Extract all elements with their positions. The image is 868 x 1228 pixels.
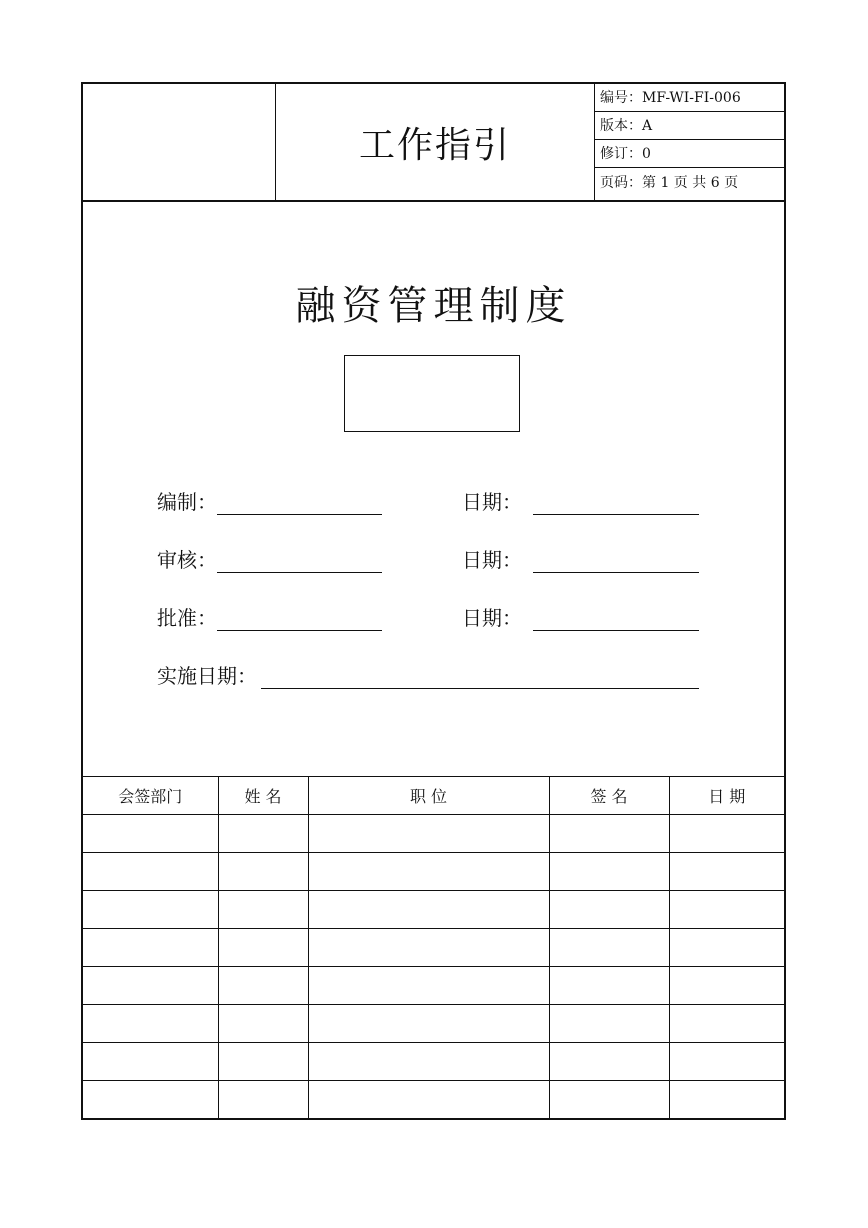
header-department: 会签部门 xyxy=(83,777,218,815)
date-cell[interactable] xyxy=(669,1005,784,1043)
department-cell[interactable] xyxy=(83,929,218,967)
position-cell[interactable] xyxy=(308,967,549,1005)
document-header xyxy=(83,84,784,202)
signature-cell[interactable] xyxy=(549,891,669,929)
table-row xyxy=(83,853,784,891)
date-cell[interactable] xyxy=(669,929,784,967)
doc-revision: 修订：0 xyxy=(595,140,784,168)
signature-cell[interactable] xyxy=(549,815,669,853)
table-row xyxy=(83,1081,784,1119)
table-header-row xyxy=(83,777,784,815)
prepared-date-line[interactable] xyxy=(533,514,699,515)
date-cell[interactable] xyxy=(669,815,784,853)
document-title: 融资管理制度 xyxy=(295,283,572,329)
header-date: 日 期 xyxy=(669,777,784,815)
name-cell[interactable] xyxy=(218,1081,308,1119)
header-position: 职 位 xyxy=(308,777,549,815)
doc-type-cell xyxy=(276,84,595,200)
department-cell[interactable] xyxy=(83,967,218,1005)
name-cell[interactable] xyxy=(218,1005,308,1043)
table-row xyxy=(83,1043,784,1081)
header-signature: 签 名 xyxy=(549,777,669,815)
stamp-box xyxy=(344,355,520,432)
position-cell[interactable] xyxy=(308,891,549,929)
approved-date-label: 日期： xyxy=(462,606,522,630)
header-name: 姓 名 xyxy=(218,777,308,815)
name-cell[interactable] xyxy=(218,853,308,891)
prepared-label: 编制： xyxy=(157,490,217,514)
table-row xyxy=(83,929,784,967)
department-cell[interactable] xyxy=(83,891,218,929)
position-cell[interactable] xyxy=(308,929,549,967)
table-row xyxy=(83,967,784,1005)
approved-date-line[interactable] xyxy=(533,630,699,631)
name-cell[interactable] xyxy=(218,929,308,967)
doc-number: 编号：MF-WI-FI-006 xyxy=(595,84,784,112)
signature-cell[interactable] xyxy=(549,1043,669,1081)
table-row xyxy=(83,1005,784,1043)
countersign-table xyxy=(83,776,784,1118)
meta-info xyxy=(595,84,784,200)
department-cell[interactable] xyxy=(83,815,218,853)
name-cell[interactable] xyxy=(218,1043,308,1081)
position-cell[interactable] xyxy=(308,815,549,853)
logo-cell xyxy=(83,84,276,200)
reviewed-line[interactable] xyxy=(217,572,382,573)
date-cell[interactable] xyxy=(669,853,784,891)
department-cell[interactable] xyxy=(83,1043,218,1081)
name-cell[interactable] xyxy=(218,967,308,1005)
effective-date-line[interactable] xyxy=(261,688,699,689)
signature-cell[interactable] xyxy=(549,1081,669,1119)
table-row xyxy=(83,815,784,853)
doc-page-number: 页码：第 1 页 共 6 页 xyxy=(600,175,739,191)
position-cell[interactable] xyxy=(308,1081,549,1119)
position-cell[interactable] xyxy=(308,853,549,891)
department-cell[interactable] xyxy=(83,1005,218,1043)
prepared-line[interactable] xyxy=(217,514,382,515)
department-cell[interactable] xyxy=(83,1081,218,1119)
reviewed-label: 审核： xyxy=(157,548,217,572)
doc-type-title: 工作指引 xyxy=(358,124,511,166)
signature-cell[interactable] xyxy=(549,967,669,1005)
approved-label: 批准： xyxy=(157,606,217,630)
prepared-date-label: 日期： xyxy=(462,490,522,514)
document-page xyxy=(81,82,786,1120)
date-cell[interactable] xyxy=(669,891,784,929)
signature-cell[interactable] xyxy=(549,853,669,891)
reviewed-date-label: 日期： xyxy=(462,548,522,572)
date-cell[interactable] xyxy=(669,967,784,1005)
name-cell[interactable] xyxy=(218,891,308,929)
date-cell[interactable] xyxy=(669,1043,784,1081)
doc-version: 版本：A xyxy=(595,112,784,140)
name-cell[interactable] xyxy=(218,815,308,853)
effective-date-label: 实施日期： xyxy=(157,664,257,688)
signature-cell[interactable] xyxy=(549,929,669,967)
approved-line[interactable] xyxy=(217,630,382,631)
position-cell[interactable] xyxy=(308,1043,549,1081)
reviewed-date-line[interactable] xyxy=(533,572,699,573)
table-row xyxy=(83,891,784,929)
position-cell[interactable] xyxy=(308,1005,549,1043)
department-cell[interactable] xyxy=(83,853,218,891)
date-cell[interactable] xyxy=(669,1081,784,1119)
signature-cell[interactable] xyxy=(549,1005,669,1043)
